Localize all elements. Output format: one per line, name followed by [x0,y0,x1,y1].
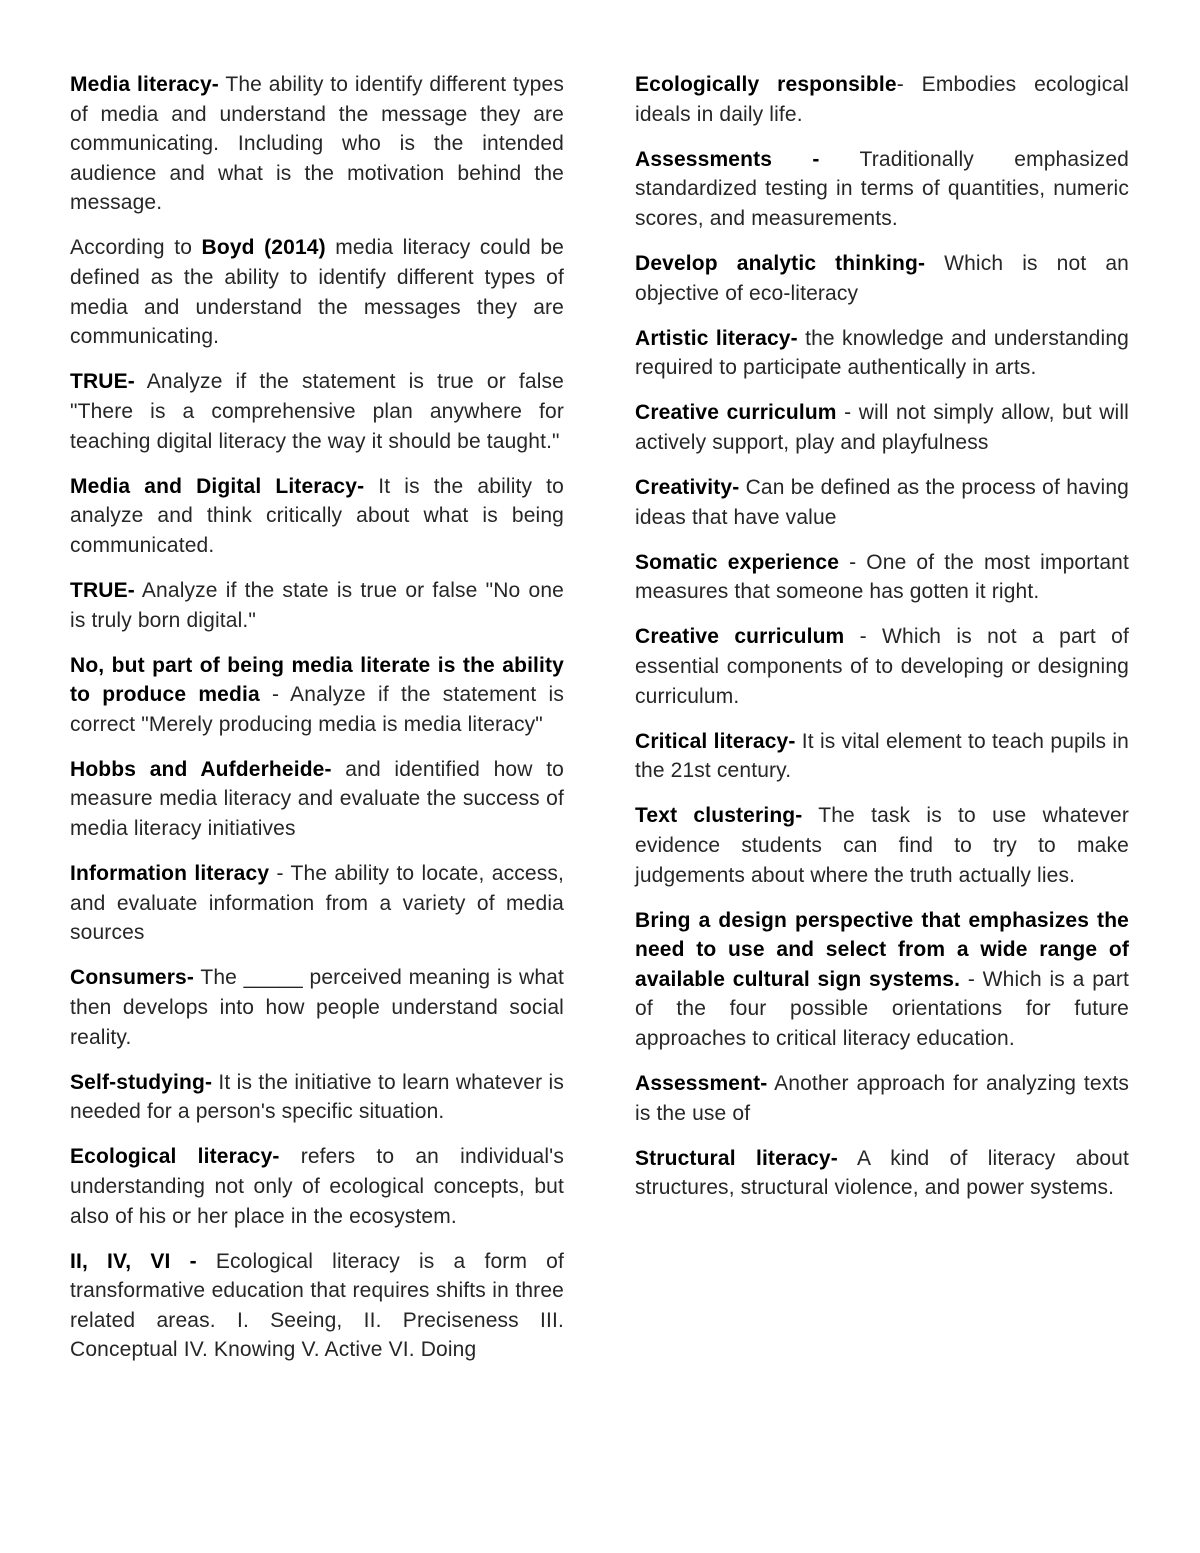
entry-consumers [70,963,564,1052]
entry-creative-curriculum-components [635,622,1129,711]
entry-design-perspective [635,906,1129,1054]
entry-lead-in: According to [70,236,202,260]
entry-term: Media and Digital Literacy- [70,474,365,498]
entry-term: Artistic literacy- [635,326,798,350]
left-column [70,70,564,1381]
entry-definition: and identified how to measure media literacy and evaluate the success of media literacy initiatives [70,757,565,841]
entry-media-literacy [70,70,564,218]
entry-definition: Ecological literacy is a form of transformative education that requires shifts in three related areas. I. Seeing, II. Preciseness III. Conceptual IV. Knowing V. Active VI. Doing [70,1249,565,1362]
entry-ecological-literacy [70,1142,564,1231]
entry-creativity [635,473,1129,532]
entry-self-studying [70,1068,564,1127]
entry-definition: media literacy could be defined as the ability to identify different types of media and understand the messages they are communicating. [70,236,564,349]
entry-term: Self-studying- [70,1070,213,1094]
entry-artistic-literacy [635,324,1129,383]
entry-definition: - One of the most important measures that someone has gotten it right. [635,550,1129,604]
entry-definition: Another approach for analyzing texts is the use of [635,1072,1129,1125]
entry-media-and-digital-literacy [70,472,564,561]
entry-term: Media literacy- [70,73,219,96]
entry-definition: It is vital element to teach pupils in the 21st century. [635,729,1130,783]
right-column [635,70,1129,1219]
entry-term: Develop analytic thinking- [635,251,926,275]
entry-ii-iv-vi [70,1247,564,1365]
entry-term: Somatic experience [635,550,840,574]
entry-term: Consumers- [70,966,195,990]
entry-true-comprehensive-plan [70,367,564,456]
entry-term: Ecologically responsible [635,73,897,96]
entry-definition: Can be defined as the process of having ideas that have value [635,476,1129,529]
entry-definition: The _____ perceived meaning is what then develops into how people understand social reality. [70,966,564,1049]
entry-term: Structural literacy- [635,1146,838,1170]
entry-term: Assessment- [635,1072,768,1096]
entry-term: Bring a design perspective that emphasizes the need to use and select from a wide range of available cultural sign systems. [635,908,1129,991]
entry-term: Boyd (2014) [201,236,326,260]
entry-term: TRUE- [70,370,135,394]
entry-definition: - The ability to locate, access, and evaluate information from a variety of media sources [70,862,564,945]
entry-definition: - Which is not a part of essential components of to developing or designing curriculum. [635,625,1129,708]
entry-term: Assessments - [635,147,820,171]
entry-term: No, but part of being media literate is the ability to produce media [70,653,564,707]
entry-definition: It is the initiative to learn whatever is needed for a person's specific situation. [70,1070,564,1124]
entry-definition: The ability to identify different types of media and understand the message they are communicating. Including who is the intended audience and what is the motivation behind the message. [70,73,564,215]
entry-definition: - Embodies ecological ideals in daily life. [635,73,1129,126]
entry-critical-literacy [635,727,1129,786]
entry-definition: Which is not an objective of eco-literacy [635,251,1129,305]
entry-definition: Traditionally emphasized standardized testing in terms of quantities, numeric scores, and measurements. [635,147,1129,230]
entry-term: Ecological literacy- [70,1145,280,1169]
entry-definition: Analyze if the statement is true or false "There is a comprehensive plan anywhere for teaching digital literacy the way it should be taught." [70,370,564,453]
entry-assessment [635,1069,1129,1128]
entry-creative-curriculum-play [635,398,1129,457]
entry-term: Text clustering- [635,804,803,828]
entry-ecologically-responsible [635,70,1129,129]
entry-text-clustering [635,801,1129,890]
entry-definition: - will not simply allow, but will actively support, play and playfulness [635,401,1129,454]
entry-somatic-experience [635,548,1129,607]
entry-definition: - Analyze if the statement is correct "Merely producing media is media literacy" [70,683,564,736]
entry-definition: refers to an individual's understanding not only of ecological concepts, but also of his or her place in the ecosystem. [70,1145,564,1228]
entry-term: Creative curriculum [635,401,837,425]
entry-boyd-2014 [70,233,564,351]
entry-term: Critical literacy- [635,729,796,753]
entry-true-born-digital [70,576,564,635]
entry-term: Creative curriculum [635,625,845,649]
entry-producing-media [70,651,564,740]
entry-definition: A kind of literacy about structures, structural violence, and power systems. [635,1146,1129,1200]
entry-term: Creativity- [635,476,740,500]
entry-term: Hobbs and Aufderheide- [70,757,332,781]
entry-develop-analytic-thinking [635,249,1129,308]
entry-definition: It is the ability to analyze and think critically about what is being communicated. [70,474,564,557]
entry-definition: The task is to use whatever evidence students can find to try to make judgements about where the truth actually lies. [635,804,1129,887]
entry-hobbs-and-aufderheide [70,755,564,844]
entry-term: TRUE- [70,578,135,602]
entry-assessments [635,145,1129,234]
entry-information-literacy [70,859,564,948]
entry-structural-literacy [635,1144,1129,1203]
entry-term: Information literacy [70,862,270,886]
entry-definition: Analyze if the state is true or false "No one is truly born digital." [70,578,564,632]
entry-definition: - Which is a part of the four possible orientations for future approaches to critical literacy education. [635,967,1129,1051]
entry-term: II, IV, VI - [70,1249,197,1273]
entry-definition: the knowledge and understanding required to participate authentically in arts. [635,326,1129,380]
